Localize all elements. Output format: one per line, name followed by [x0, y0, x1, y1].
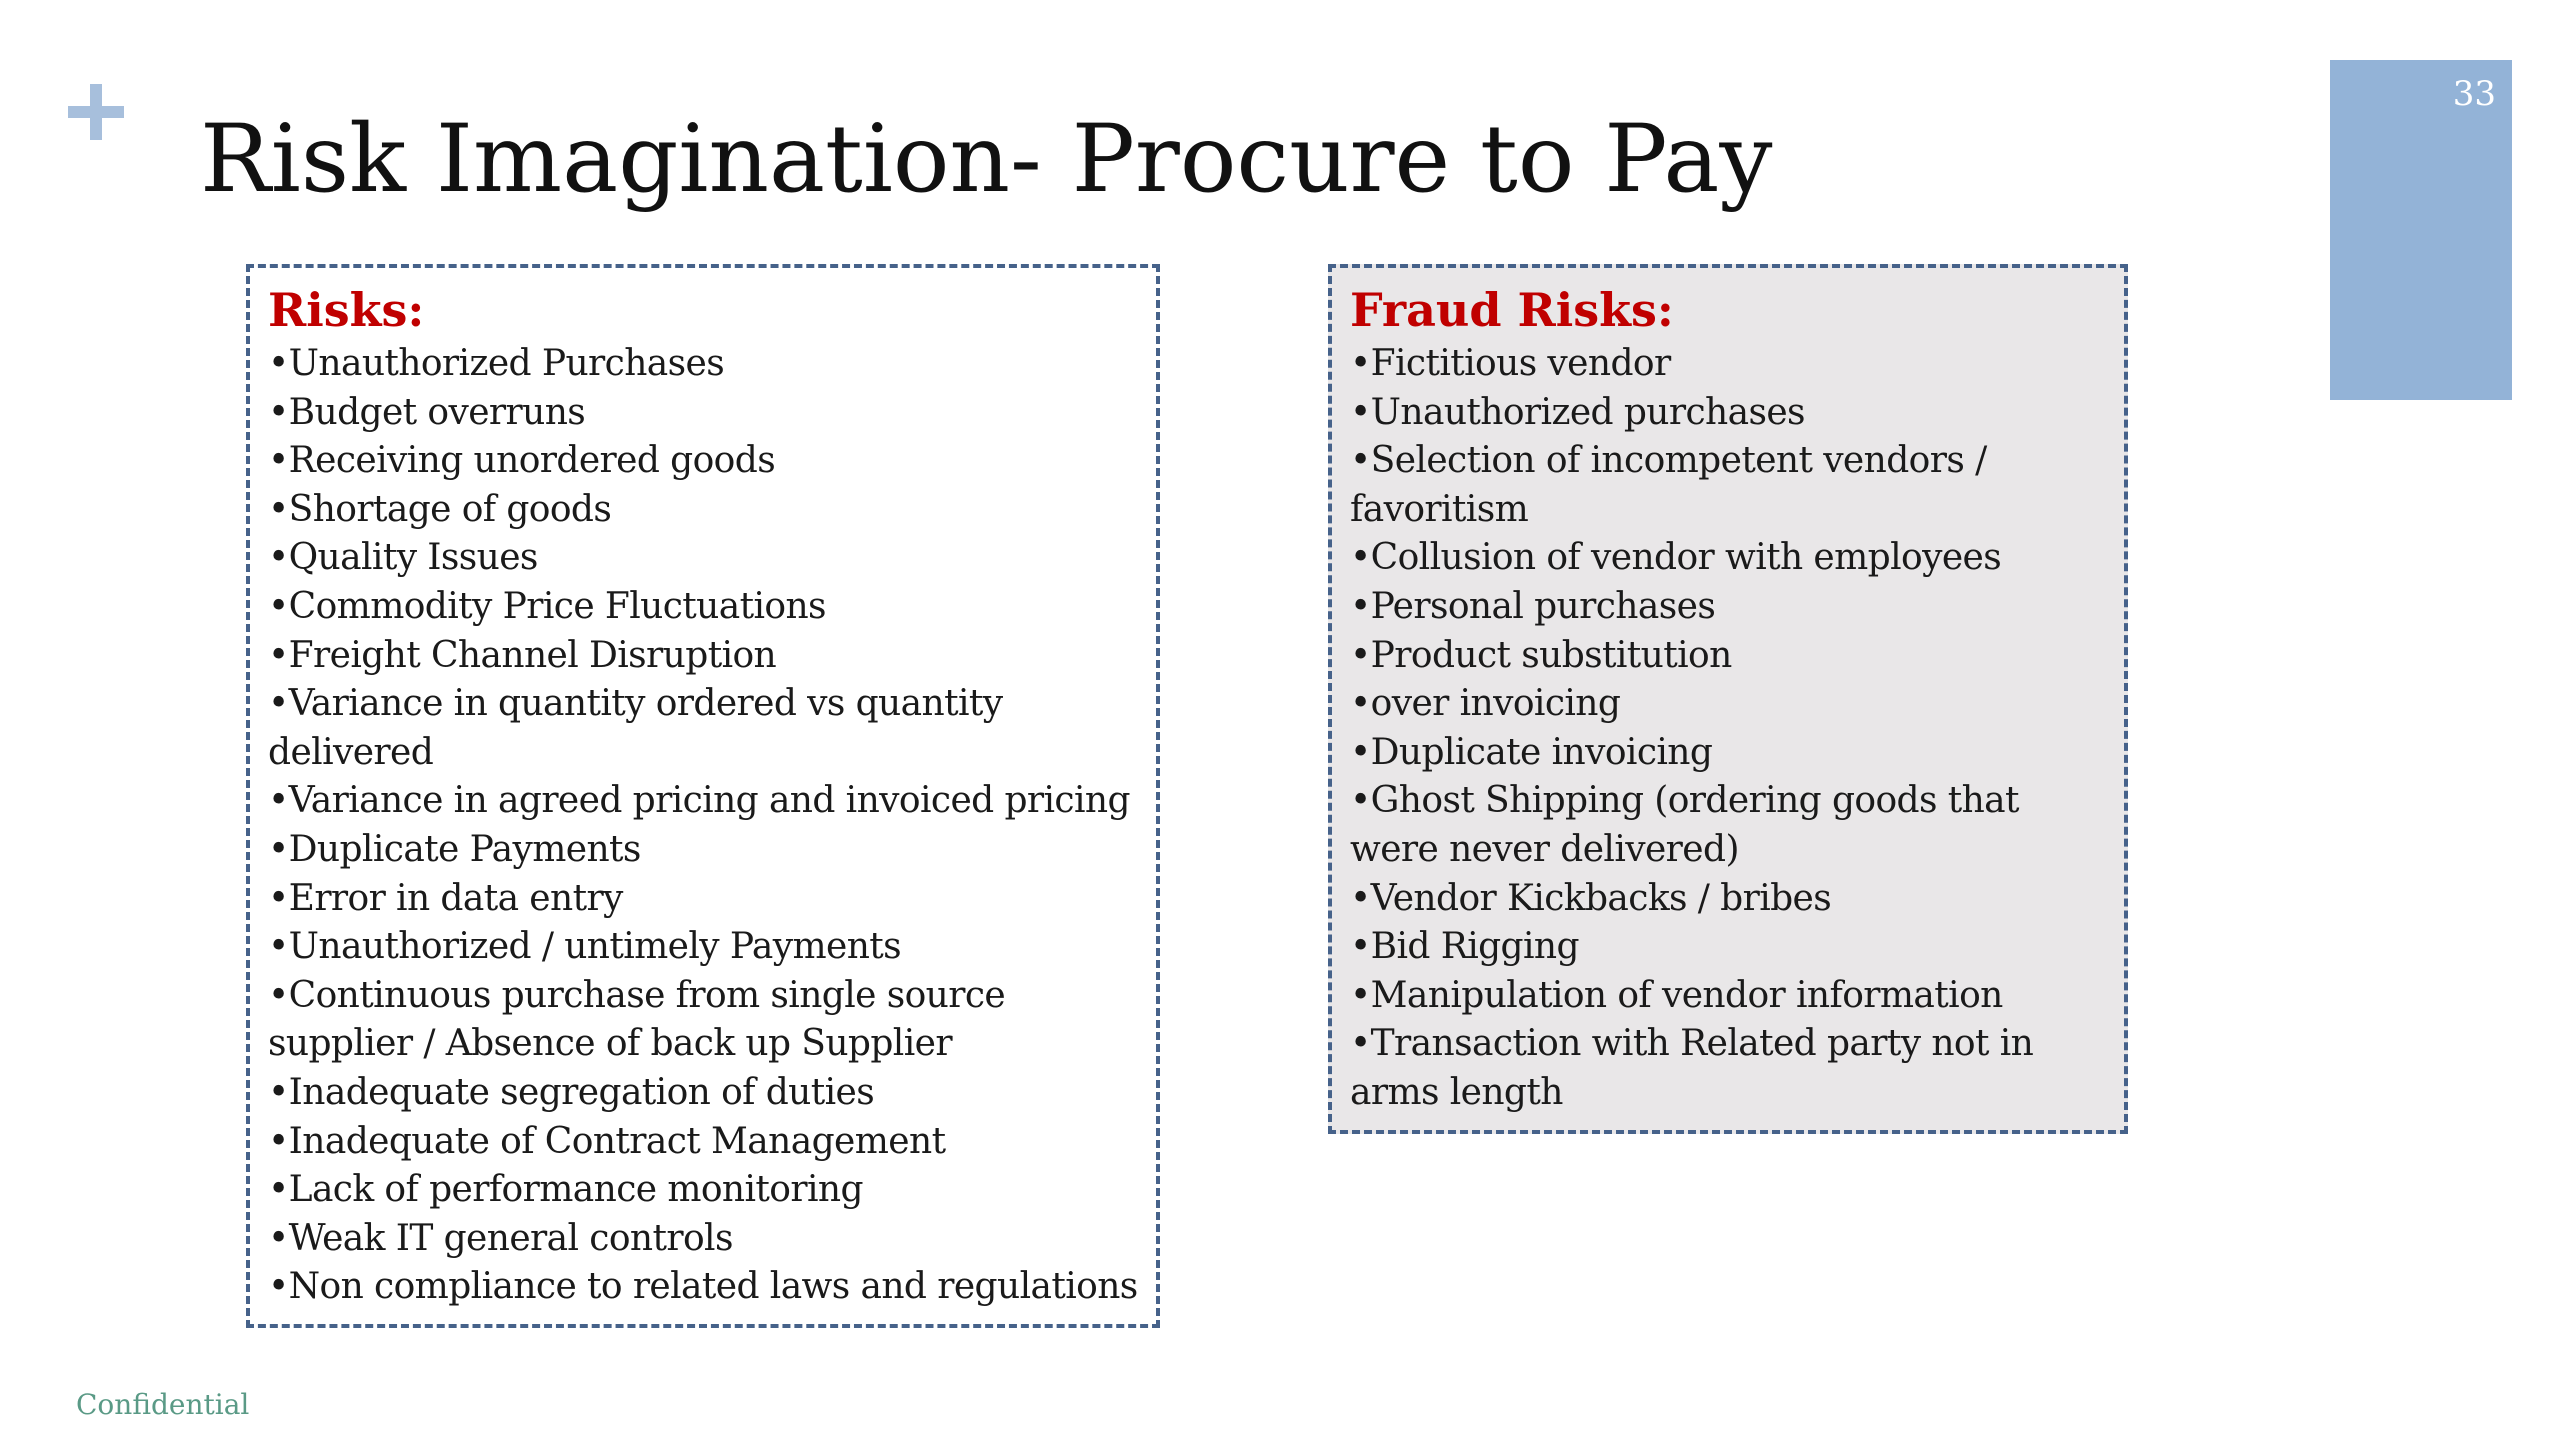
fraud-risks-heading: Fraud Risks:	[1350, 283, 1674, 337]
risks-box	[246, 264, 1160, 1328]
risk-item: •Shortage of goods	[268, 488, 612, 530]
risk-item: •Quality Issues	[268, 537, 538, 579]
risk-item: •Receiving unordered goods	[268, 440, 776, 482]
risk-item: •Duplicate Payments	[268, 828, 641, 870]
fraud-risk-item: •Personal purchases	[1350, 585, 1716, 627]
risk-item: •Freight Channel Disruption	[268, 634, 777, 676]
fraud-risk-item: •over invoicing	[1350, 683, 1621, 725]
risks-list	[268, 340, 1138, 1312]
risks-heading: Risks:	[268, 283, 425, 337]
fraud-risks-list	[1350, 340, 2106, 1118]
fraud-risk-item: •Bid Rigging	[1350, 926, 1579, 968]
fraud-risk-item: •Transaction with Related party not in arms length	[1350, 1023, 2034, 1113]
slide-title: Risk Imagination- Procure to Pay	[200, 105, 1773, 214]
risk-item: •Inadequate segregation of duties	[268, 1071, 875, 1113]
risk-item: •Error in data entry	[268, 877, 623, 919]
fraud-risks-box	[1328, 264, 2128, 1134]
risk-item: •Non compliance to related laws and regulations	[268, 1266, 1138, 1308]
fraud-risk-item: •Unauthorized purchases	[1350, 391, 1805, 433]
risk-item: •Inadequate of Contract Management	[268, 1120, 946, 1162]
risk-item: •Weak IT general controls	[268, 1217, 733, 1259]
fraud-risk-item: •Ghost Shipping (ordering goods that were never delivered)	[1350, 780, 2019, 870]
fraud-risk-item: •Product substitution	[1350, 634, 1732, 676]
page-number: 33	[2452, 74, 2496, 114]
risk-item: •Unauthorized Purchases	[268, 343, 725, 384]
fraud-risk-item: •Fictitious vendor	[1350, 343, 1671, 384]
risk-item: •Budget overruns	[268, 391, 586, 433]
risk-item: •Variance in quantity ordered vs quantity delivered	[268, 683, 1003, 773]
risk-item: •Unauthorized / untimely Payments	[268, 926, 902, 968]
fraud-risk-item: •Manipulation of vendor information	[1350, 974, 2003, 1016]
risk-item: •Continuous purchase from single source supplier / Absence of back up Supplier	[268, 974, 1006, 1065]
fraud-risk-item: •Duplicate invoicing	[1350, 731, 1713, 773]
risk-item: •Lack of performance monitoring	[268, 1169, 863, 1211]
page-number-tab	[2330, 60, 2512, 400]
plus-icon	[68, 84, 124, 140]
confidential-footer: Confidential	[76, 1388, 250, 1421]
risk-item: •Commodity Price Fluctuations	[268, 585, 826, 627]
fraud-risk-item: •Vendor Kickbacks / bribes	[1350, 877, 1832, 919]
fraud-risk-item: •Selection of incompetent vendors / favoritism	[1350, 440, 1987, 530]
fraud-risk-item: •Collusion of vendor with employees	[1350, 537, 2002, 579]
risk-item: •Variance in agreed pricing and invoiced pricing	[268, 780, 1130, 822]
